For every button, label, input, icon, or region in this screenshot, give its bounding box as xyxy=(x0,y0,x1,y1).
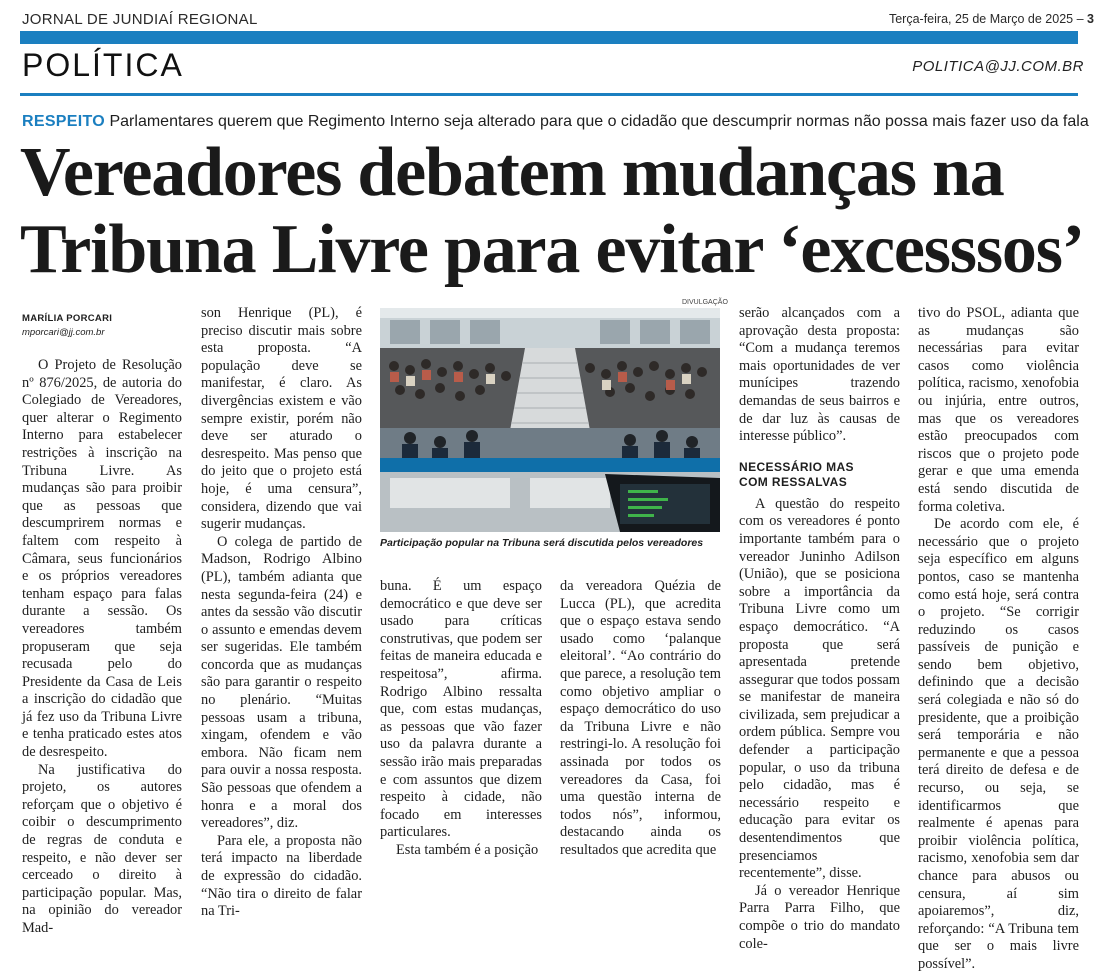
section-divider xyxy=(20,93,1078,96)
paragraph: Na justificativa do projeto, os autores reforçam que o objetivo é coibir o descumprimento de regras de conduta e respeito, e não dever ser cerceado o direito à participação popular. Mas, na opinião do vereador Mad- xyxy=(22,761,182,936)
paragraph: da vereadora Quézia de Lucca (PL), que acredita que o espaço estava sendo usado como ‘palanque eleitoral’. “Ao contrário do que parece, a resolução tem como objetivo ampliar o espaço democrático do uso da Tribuna Livre e não restringi-lo. A resolução foi assinada por todos os vereadores da Casa, foi uma questão interna de todos nós”, informou, destacando ainda os resultados que acredita que xyxy=(560,578,721,858)
paragraph: Já o vereador Henrique Parra Parra Filho, que compõe o trio do mandato cole- xyxy=(739,882,900,952)
paragraph: Esta também é a posição xyxy=(396,841,539,858)
section-title: POLÍTICA xyxy=(22,47,184,83)
article-column-2 xyxy=(201,305,362,921)
kicker-text: Parlamentares querem que Regimento Interno seja alterado para que o cidadão que descumprir normas não possa mais fazer uso da fala xyxy=(109,113,1089,130)
article-column-5 xyxy=(739,305,900,953)
paragraph: son Henrique (PL), é preciso discutir mais sobre esta proposta. “A população deve se manifestar, é claro. As divergências existem e vão sempre existir, porém não deve ser aturado o desrespeito. Mas penso que do jeito que o projeto está hoje, é uma censura”, considera, dizendo que vai sugerir mudanças. xyxy=(201,305,362,533)
subheading xyxy=(739,460,900,490)
headline-line-1: Vereadores debatem mudanças na xyxy=(20,134,1004,211)
photo-caption: Participação popular na Tribuna será discutida pelos vereadores xyxy=(380,537,704,549)
byline-author: MARÍLIA PORCARI xyxy=(22,313,113,324)
photo-credit: DIVULGAÇÃO xyxy=(682,299,728,306)
issue-date-line xyxy=(889,12,1094,26)
paragraph: De acordo com ele, é necessário que o projeto seja específico em alguns pontos, caso se mantenha como está hoje, será contra o projeto. “Se corrigir reduzindo os casos passíveis de punição e sendo bem objetivo, definindo que a decisão será colegiada e não só do presidente, que a proibição será temporária e não permanente e que a pessoa terá direito de defesa e de recurso, ou seja, se identificarmos que realmente é apenas para proibir violência política, racismo, xenofobia sem dar chance para abusos ou censura, aí sim apoiaremos”, diz, reforçando: “A Tribuna tem que ser o mais livre possível”. xyxy=(918,516,1079,972)
page-number: 3 xyxy=(1087,12,1094,26)
section-email: POLITICA@JJ.COM.BR xyxy=(912,58,1084,75)
article-column-4 xyxy=(560,578,721,860)
journal-name: JORNAL DE JUNDIAÍ REGIONAL xyxy=(22,11,258,28)
issue-date: Terça-feira, 25 de Março de 2025 xyxy=(888,12,1074,26)
article-column-6 xyxy=(918,305,1079,974)
paragraph: tivo do PSOL, adianta que as mudanças são necessárias para evitar casos como violência política, racismo, xenofobia ou injúria, entre outros, mas que os vereadores estão preocupados com riscos que o projeto pode gerar e que uma emenda está sendo discutida de forma coletiva. xyxy=(918,305,1079,515)
byline-email: mporcari@jj.com.br xyxy=(22,327,105,338)
header-accent-bar xyxy=(20,31,1078,44)
paragraph: Para ele, a proposta não terá impacto na liberdade de expressão do cidadão. “Não tira o direito de falar na Tri- xyxy=(201,832,362,920)
subheading-line-2: COM RESSALVAS xyxy=(739,474,848,489)
kicker xyxy=(22,113,1089,131)
paragraph: serão alcançados com a aprovação desta proposta: “Com a mudança teremos mais oportunidades de ver munícipes trazendo demandas de seus bairros e de dar luz às causas de interesse público”. xyxy=(739,305,900,445)
headline-line-2: Tribuna Livre para evitar ‘excesssos’ xyxy=(20,211,1084,288)
page-separator: – xyxy=(1076,12,1084,26)
news-photo xyxy=(380,308,720,532)
paragraph: O Projeto de Resolução nº 876/2025, de autoria do Colegiado de Vereadores, quer alterar o Regimento Interno para estabelecer restrições à inscrição na Tribuna Livre. As mudanças são para proibir que as pessoas que descumprirem normas e faltem com respeito à Câmara, seus funcionários e os próprios vereadores tenham espaço para falas durante a sessão. Os vereadores também propuseram que seja recusada pelo do Presidente da Casa de Leis a inscrição do cidadão que já fez uso da Tribuna Livre e tenha praticado estes atos de desrespeito. xyxy=(22,357,182,761)
article-column-3 xyxy=(380,578,542,860)
subheading-line-1: NECESSÁRIO MAS xyxy=(739,459,854,474)
paragraph: O colega de partido de Madson, Rodrigo Albino (PL), também adianta que nesta segunda-feira (24) e antes da sessão vão discutir o assunto e emendas devem ser sugeridas. Ele também concorda que as mudanças são para garantir o respeito no plenário. “Muitas pessoas usam a tribuna, xingam, ofendem e vão embora. Não ficam nem para ouvir a nossa resposta. São pessoas que ofendem a honra e a moral dos vereadores”, diz. xyxy=(201,533,362,832)
kicker-tag: RESPEITO xyxy=(22,113,106,130)
article-column-1 xyxy=(22,357,182,938)
paragraph: A questão do respeito com os vereadores é ponto importante também para o vereador Juninho Adilson (União), que se posiciona sobre a importância da Tribuna Livre como um espaço democrático. “A proposta que será apresentada pretende assegurar que todos possam se manifestar de maneira civilizada, sem prejudicar a ordem pública. Sempre vou defender a participação popular, o uso da tribuna pelo cidadão, mas é necessário respeito e educação para evitar os desentendimentos que presenciamos recentemente”, disse. xyxy=(739,495,900,882)
paragraph: buna. É um espaço democrático e que deve ser usado para críticas construtivas, que podem ser feitas de maneira educada e respeitosa”, afirma. Rodrigo Albino ressalta que, com estas mudanças, as pessoas que vão fazer uso da palavra durante a sessão irão mais preparadas e com assuntos que dizem respeito à cidade, não focado em interesses particulares. xyxy=(380,578,542,841)
headline xyxy=(20,134,1100,288)
